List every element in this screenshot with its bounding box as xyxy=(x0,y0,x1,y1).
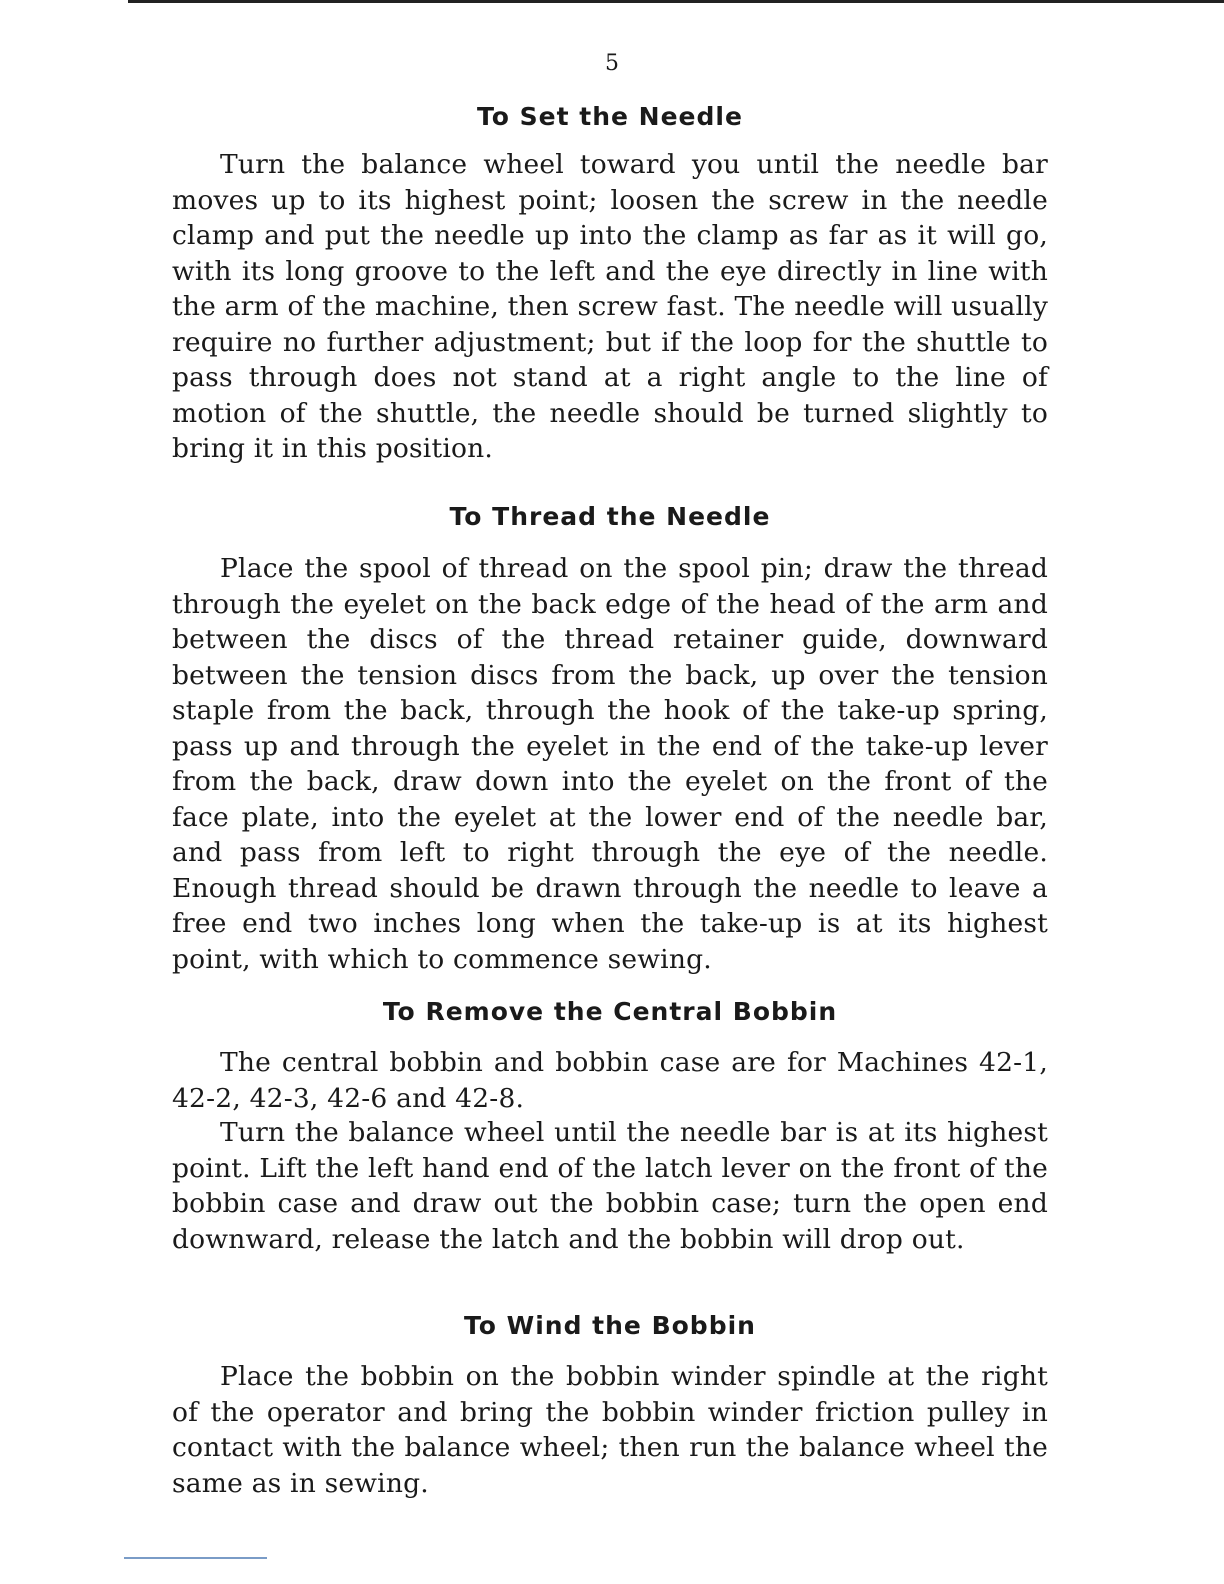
heading-set-needle: To Set the Needle xyxy=(477,102,743,131)
paragraph-thread-needle: Place the spool of thread on the spool pin; draw the thread through the eyelet on the back edge of the head of the arm and between the discs of the thread retainer guide, downward between the tension discs from the back, up over the tension staple from the back, through the hook of the take-up spring, pass up and through the eyelet in the end of the take-up lever from the back, draw down into the eyelet on the front of the face plate, into the eyelet at the lower end of the needle bar, and pass from left to right through the eye of the needle. Enough thread should be drawn through the needle to leave a free end two inches long when the take-up is at its highest point, with which to commence sewing. xyxy=(172,553,1048,975)
top-rule xyxy=(128,0,1224,3)
heading-remove-bobbin: To Remove the Central Bobbin xyxy=(382,997,838,1026)
heading-wind-bobbin: To Wind the Bobbin xyxy=(464,1311,756,1340)
page-number: 5 xyxy=(605,51,619,76)
paragraph-remove-bobbin-machines: The central bobbin and bobbin case are for Machines 42-1, 42-2, 42-3, 42-6 and 42-8. xyxy=(172,1047,1048,1114)
paragraph-set-needle: Turn the balance wheel toward you until the needle bar moves up to its highest point; loosen the screw in the needle clamp and put the needle up into the clamp as far as it will go, with its long groove to the left and the eye directly in line with the arm of the machine, then screw fast. The needle will usually require no further adjustment; but if the loop for the shuttle to pass through does not stand at a right angle to the line of motion of the shuttle, the needle should be turned slightly to bring it in this position. xyxy=(172,149,1048,464)
heading-thread-needle: To Thread the Needle xyxy=(449,502,771,531)
bottom-rule xyxy=(124,1557,267,1559)
paragraph-wind-bobbin: Place the bobbin on the bobbin winder spindle at the right of the operator and bring the bobbin winder friction pulley in contact with the balance wheel; then run the balance wheel the same as in sewing. xyxy=(172,1361,1048,1499)
paragraph-remove-bobbin-steps: Turn the balance wheel until the needle bar is at its highest point. Lift the left hand end of the latch lever on the front of the bobbin case and draw out the bobbin case; turn the open end downward, release the latch and the bobbin will drop out. xyxy=(172,1117,1048,1255)
